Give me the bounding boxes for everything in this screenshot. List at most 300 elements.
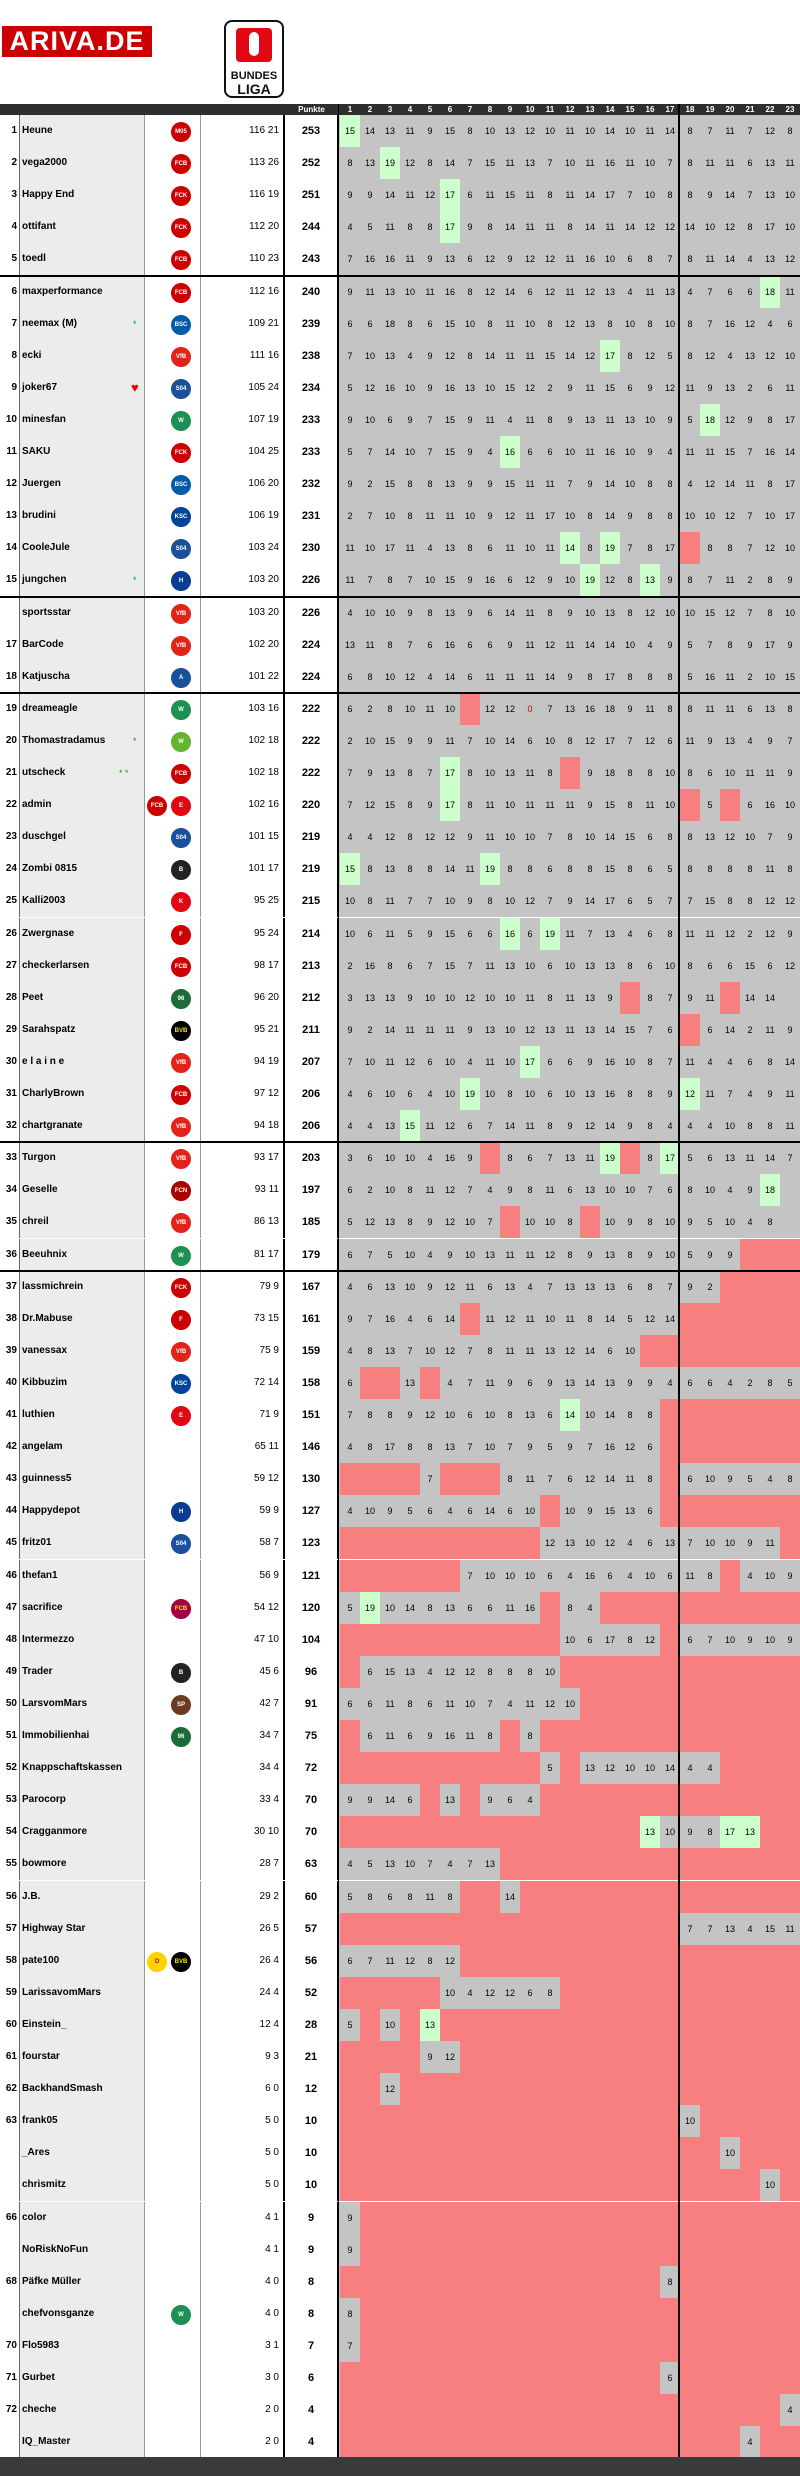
player-name[interactable]: Geselle: [20, 1174, 144, 1206]
table-row[interactable]: [0, 243, 800, 275]
player-name[interactable]: _Ares: [20, 2137, 144, 2169]
matchday-score: 17: [604, 896, 615, 907]
matchday-score: [740, 1495, 760, 1527]
matchday-score: 8: [647, 1410, 653, 1420]
matchday-score: 8: [427, 158, 433, 169]
table-row[interactable]: [0, 1110, 800, 1142]
player-name[interactable]: Cragganmore: [20, 1816, 144, 1848]
club-emblem-icon: D: [147, 1952, 167, 1972]
table-row[interactable]: [0, 1752, 800, 1784]
player-name[interactable]: ecki: [20, 340, 144, 372]
player-name[interactable]: Trader: [20, 1656, 144, 1688]
table-row[interactable]: [0, 629, 800, 661]
table-row[interactable]: [0, 2426, 800, 2458]
matchday-score: [400, 2202, 420, 2234]
table-row[interactable]: [0, 693, 800, 725]
player-name[interactable]: Päfke Müller: [20, 2266, 144, 2298]
matchday-score: 13: [384, 1345, 395, 1356]
player-name[interactable]: guinness5: [20, 1463, 144, 1495]
matchday-score: [440, 2426, 460, 2458]
matchday-score: 12: [424, 832, 435, 843]
matchday-score: 11: [725, 575, 735, 586]
matchday-score: 8: [507, 1153, 513, 1164]
player-name[interactable]: LarissavomMars: [20, 1977, 144, 2009]
table-row[interactable]: [0, 468, 800, 500]
player-name[interactable]: Katjuscha: [20, 661, 144, 693]
player-name[interactable]: Knappschaftskassen: [20, 1752, 144, 1784]
matchday-score: 6: [427, 1056, 433, 1067]
matchday-score: 8: [727, 864, 733, 875]
table-row[interactable]: [0, 1816, 800, 1848]
matchday-score: 7: [367, 511, 373, 522]
matchday-score: [440, 2169, 460, 2201]
matchday-score: [520, 2298, 540, 2330]
player-name[interactable]: lassmichrein: [20, 1271, 144, 1303]
player-name[interactable]: toedl: [20, 243, 144, 275]
player-name[interactable]: chefvonsganze: [20, 2298, 144, 2330]
matchday-score: 11: [705, 447, 715, 457]
table-row[interactable]: [0, 918, 800, 950]
table-row[interactable]: [0, 1656, 800, 1688]
matchday-number: 18: [685, 105, 695, 114]
matchday-score: 4: [747, 1217, 753, 1228]
player-name[interactable]: Kalli2003: [20, 885, 144, 917]
matchday-score: 8: [627, 1410, 633, 1420]
player-name[interactable]: Beeuhnix: [20, 1239, 144, 1271]
ariva-logo[interactable]: ARIVA.DE: [2, 26, 152, 57]
table-row[interactable]: [0, 757, 800, 789]
table-row[interactable]: [0, 532, 800, 564]
player-name[interactable]: Juergen: [20, 468, 144, 500]
rank-cell: 34: [0, 1174, 20, 1206]
table-row[interactable]: [0, 982, 800, 1014]
matchday-score: 5: [347, 447, 353, 457]
matchday-score: [680, 1014, 700, 1046]
player-name[interactable]: Kibbuzim: [20, 1367, 144, 1399]
matchday-score: [680, 2266, 700, 2298]
player-name[interactable]: vega2000: [20, 147, 144, 179]
matchday-score: 4: [747, 735, 753, 746]
table-row[interactable]: [0, 564, 800, 596]
matchday-score: 8: [487, 1345, 493, 1356]
matchday-score: 10: [584, 1538, 595, 1549]
matchday-score: 9: [347, 2244, 353, 2255]
table-row[interactable]: [0, 1078, 800, 1110]
player-name[interactable]: CharlyBrown: [20, 1078, 144, 1110]
player-name[interactable]: neemax (M): [20, 308, 144, 340]
matchday-score: 14: [604, 126, 615, 136]
player-stat: 110 23: [200, 243, 285, 275]
matchday-score: 7: [687, 896, 693, 907]
table-row[interactable]: [0, 276, 800, 308]
player-name[interactable]: maxperformance: [20, 276, 144, 308]
table-row[interactable]: [0, 1688, 800, 1720]
matchday-score: 11: [565, 928, 575, 939]
player-name[interactable]: fourstar: [20, 2041, 144, 2073]
matchday-score: 10: [684, 607, 695, 618]
matchday-score: 13: [444, 1795, 455, 1806]
table-row[interactable]: [0, 2073, 800, 2105]
matchday-score: 10: [764, 1570, 775, 1581]
matchday-score: 8: [787, 703, 793, 714]
player-name[interactable]: checkerlarsen: [20, 950, 144, 982]
table-row[interactable]: [0, 789, 800, 821]
player-name[interactable]: thefan1: [20, 1560, 144, 1592]
player-stat: 103 20: [200, 564, 285, 596]
matchday-score: 11: [465, 864, 475, 875]
player-name[interactable]: Heune: [20, 115, 144, 147]
matchday-score: [520, 1848, 540, 1880]
matchday-score: 10: [564, 158, 575, 169]
table-row[interactable]: [0, 1399, 800, 1431]
matchday-score: [520, 2041, 540, 2073]
player-name[interactable]: Sarahspatz: [20, 1014, 144, 1046]
matchday-score: 10: [664, 960, 675, 971]
player-name[interactable]: Gurbet: [20, 2362, 144, 2394]
player-name[interactable]: utscheck: [20, 757, 144, 789]
player-name[interactable]: jungchen: [20, 564, 144, 596]
table-row[interactable]: [0, 2298, 800, 2330]
matchday-score: 10: [724, 1634, 735, 1645]
table-row[interactable]: [0, 1527, 800, 1559]
matchday-number: 20: [725, 105, 735, 114]
matchday-score: 17: [384, 1442, 395, 1453]
player-name[interactable]: Peet: [20, 982, 144, 1014]
matchday-score: 8: [467, 800, 473, 811]
table-row[interactable]: [0, 885, 800, 917]
matchday-score: 10: [384, 511, 395, 522]
club-cell: [144, 340, 200, 372]
player-name[interactable]: chartgranate: [20, 1110, 144, 1142]
player-name[interactable]: Dr.Mabuse: [20, 1303, 144, 1335]
player-stat: 34 4: [200, 1752, 285, 1784]
table-row[interactable]: [0, 597, 800, 629]
table-row[interactable]: [0, 2105, 800, 2137]
matchday-score: [740, 1752, 760, 1784]
player-name[interactable]: sportsstar: [20, 597, 144, 629]
matchday-score: [420, 2202, 440, 2234]
table-row[interactable]: [0, 1720, 800, 1752]
matchday-score: 6: [527, 1153, 533, 1164]
table-row[interactable]: [0, 2169, 800, 2201]
matchday-score: [600, 1720, 620, 1752]
table-row[interactable]: [0, 1592, 800, 1624]
player-name[interactable]: Einstein_: [20, 2009, 144, 2041]
player-name[interactable]: sacrifice: [20, 1592, 144, 1624]
points-total: 127: [285, 1495, 338, 1527]
table-row[interactable]: [0, 211, 800, 243]
matchday-score: [360, 1560, 380, 1592]
table-row[interactable]: [0, 2009, 800, 2041]
matchday-cells: [338, 2073, 800, 2105]
table-row[interactable]: [0, 661, 800, 693]
rank-cell: 22: [0, 789, 20, 821]
matchday-score: 12: [584, 1121, 595, 1132]
matchday-score: 10: [364, 1056, 375, 1067]
player-name[interactable]: IQ_Master: [20, 2426, 144, 2458]
matchday-score: 16: [500, 436, 520, 468]
points-total: 91: [285, 1688, 338, 1720]
matchday-score: 14: [444, 671, 455, 682]
player-name[interactable]: BackhandSmash: [20, 2073, 144, 2105]
table-row[interactable]: [0, 1206, 800, 1238]
table-row[interactable]: [0, 1945, 800, 1977]
club-cell: [144, 1624, 200, 1656]
matchday-score: [520, 2169, 540, 2201]
rank-cell: [0, 2137, 20, 2169]
player-name[interactable]: Highway Star: [20, 1913, 144, 1945]
matchday-score: [720, 2169, 740, 2201]
matchday-score: 6: [347, 1377, 353, 1388]
table-row[interactable]: [0, 1367, 800, 1399]
matchday-score: 6: [767, 960, 773, 971]
matchday-score: 10: [644, 190, 655, 201]
matchday-score: [380, 1752, 400, 1784]
player-name[interactable]: frank05: [20, 2105, 144, 2137]
matchday-score: 8: [427, 864, 433, 875]
player-name[interactable]: NoRiskNoFun: [20, 2234, 144, 2266]
player-name[interactable]: admin: [20, 789, 144, 821]
matchday-score: [780, 1816, 800, 1848]
player-name[interactable]: SAKU: [20, 436, 144, 468]
matchday-score: 10: [764, 2180, 775, 2191]
matchday-score: 10: [644, 414, 655, 425]
player-name[interactable]: Zombi 0815: [20, 853, 144, 885]
player-name[interactable]: Happydepot: [20, 1495, 144, 1527]
matchday-score: [720, 2330, 740, 2362]
player-name[interactable]: angelam: [20, 1431, 144, 1463]
table-row[interactable]: [0, 1335, 800, 1367]
matchday-score: 11: [565, 639, 575, 650]
matchday-score: 17: [784, 479, 795, 490]
matchday-score: 9: [447, 1249, 453, 1260]
matchday-number: 5: [427, 105, 433, 114]
table-row[interactable]: [0, 2330, 800, 2362]
club-emblem-icon: VfB: [171, 1342, 191, 1362]
table-row[interactable]: [0, 1913, 800, 1945]
matchday-score: 4: [707, 1763, 713, 1774]
matchday-score: 6: [427, 1506, 433, 1517]
matchday-score: 15: [444, 414, 455, 425]
matchday-score: 15: [704, 896, 715, 907]
table-row[interactable]: [0, 725, 800, 757]
matchday-score: 7: [347, 768, 353, 778]
player-name[interactable]: LarsvomMars: [20, 1688, 144, 1720]
matchday-score: [620, 2137, 640, 2169]
player-name[interactable]: e l a i n e: [20, 1046, 144, 1078]
table-row[interactable]: [0, 2202, 800, 2234]
table-row[interactable]: [0, 1174, 800, 1206]
club-emblem-icon: K: [171, 892, 191, 912]
table-row[interactable]: [0, 436, 800, 468]
table-row[interactable]: [0, 950, 800, 982]
matchday-score: [760, 2330, 780, 2362]
table-row[interactable]: [0, 821, 800, 853]
table-row[interactable]: [0, 1142, 800, 1174]
matchday-score: [700, 2073, 720, 2105]
matchday-score: 10: [564, 1506, 575, 1517]
player-name[interactable]: chreil: [20, 1206, 144, 1238]
table-row[interactable]: [0, 1784, 800, 1816]
player-name[interactable]: Flo5983: [20, 2330, 144, 2362]
matchday-score: 7: [347, 2340, 353, 2351]
table-row[interactable]: [0, 500, 800, 532]
player-name[interactable]: duschgel: [20, 821, 144, 853]
matchday-cells: [338, 1367, 800, 1399]
table-row[interactable]: [0, 1977, 800, 2009]
table-row[interactable]: [0, 308, 800, 340]
table-row[interactable]: [0, 1848, 800, 1880]
matchday-score: [780, 1945, 800, 1977]
matchday-score: [440, 2330, 460, 2362]
matchday-score: 12: [544, 286, 555, 297]
player-name[interactable]: bowmore: [20, 1848, 144, 1880]
matchday-score: [660, 2394, 680, 2426]
matchday-score: 8: [787, 1474, 793, 1485]
player-name[interactable]: dreameagle: [20, 693, 144, 725]
player-name[interactable]: vanessax: [20, 1335, 144, 1367]
table-row[interactable]: [0, 147, 800, 179]
matchday-score: 6: [687, 1634, 693, 1645]
table-row[interactable]: [0, 1881, 800, 1913]
table-row[interactable]: [0, 340, 800, 372]
matchday-score: 6: [547, 1570, 553, 1581]
matchday-cells: [338, 1881, 800, 1913]
table-row[interactable]: [0, 1271, 800, 1303]
table-row[interactable]: [0, 1014, 800, 1046]
player-name[interactable]: ottifant: [20, 211, 144, 243]
table-row[interactable]: [0, 1046, 800, 1078]
matchday-score: 13: [604, 286, 615, 297]
matchday-score: 14: [504, 607, 515, 618]
matchday-score: 11: [525, 768, 535, 778]
matchday-score: 11: [505, 1249, 515, 1260]
matchday-score: [560, 757, 580, 789]
rank-cell: 53: [0, 1784, 20, 1816]
matchday-cells: [338, 1624, 800, 1656]
matchday-score: 6: [527, 735, 533, 746]
table-row[interactable]: [0, 2362, 800, 2394]
table-row[interactable]: [0, 1431, 800, 1463]
player-name[interactable]: cheche: [20, 2394, 144, 2426]
matchday-score: [620, 2330, 640, 2362]
matchday-score: 9: [747, 639, 753, 650]
player-name[interactable]: luthien: [20, 1399, 144, 1431]
table-row[interactable]: [0, 1560, 800, 1592]
player-name[interactable]: Intermezzo: [20, 1624, 144, 1656]
matchday-score: 9: [587, 768, 593, 778]
matchday-score: [380, 2234, 400, 2266]
matchday-score: [480, 1881, 500, 1913]
matchday-score: [420, 2426, 440, 2458]
matchday-score: [720, 2298, 740, 2330]
matchday-score: [740, 1335, 760, 1367]
table-row[interactable]: [0, 404, 800, 436]
matchday-score: 10: [644, 158, 655, 169]
matchday-score: [580, 1656, 600, 1688]
matchday-score: [600, 1913, 620, 1945]
player-name[interactable]: Happy End: [20, 179, 144, 211]
table-row[interactable]: [0, 2041, 800, 2073]
club-cell: [144, 1399, 200, 1431]
table-row[interactable]: [0, 2266, 800, 2298]
player-name[interactable]: BarCode: [20, 629, 144, 661]
player-name[interactable]: brudini: [20, 500, 144, 532]
matchday-score: [680, 532, 700, 564]
matchday-score: 7: [427, 447, 433, 457]
player-name[interactable]: color: [20, 2202, 144, 2234]
matchday-score: [780, 2362, 800, 2394]
matchday-score: 9: [487, 511, 493, 522]
matchday-score: [580, 1848, 600, 1880]
matchday-score: 5: [627, 1313, 633, 1324]
club-cell: [131, 372, 200, 404]
matchday-score: 8: [507, 1474, 513, 1485]
matchday-score: 13: [364, 158, 375, 169]
player-name[interactable]: Turgon: [20, 1142, 144, 1174]
table-row[interactable]: [0, 1624, 800, 1656]
club-emblem-icon: S04: [171, 539, 191, 559]
table-row[interactable]: [0, 372, 800, 404]
table-row[interactable]: [0, 115, 800, 147]
player-name[interactable]: pate100: [20, 1945, 144, 1977]
player-name[interactable]: chrismitz: [20, 2169, 144, 2201]
player-name[interactable]: joker67: [20, 372, 144, 404]
matchday-score: 8: [627, 671, 633, 682]
matchday-score: 4: [347, 1281, 353, 1292]
player-stat: 26 5: [200, 1913, 285, 1945]
player-name[interactable]: CooleJule: [20, 532, 144, 564]
matchday-score: 3: [347, 992, 353, 1003]
player-name[interactable]: minesfan: [20, 404, 144, 436]
matchday-score: 11: [365, 286, 375, 297]
matchday-score: [540, 1913, 560, 1945]
matchday-score: [720, 2234, 740, 2266]
table-row[interactable]: [0, 2394, 800, 2426]
matchday-score: 11: [745, 479, 755, 490]
matchday-number: 3: [387, 105, 393, 114]
matchday-score: [580, 2009, 600, 2041]
matchday-score: [740, 2394, 760, 2426]
table-row[interactable]: [0, 1495, 800, 1527]
matchday-score: 6: [607, 1570, 613, 1581]
player-name[interactable]: Zwergnase: [20, 918, 144, 950]
matchday-score: 11: [545, 543, 555, 554]
table-row[interactable]: [0, 179, 800, 211]
table-row[interactable]: [0, 1239, 800, 1271]
table-row[interactable]: [0, 2234, 800, 2266]
matchday-score: 2: [347, 511, 353, 522]
player-name[interactable]: J.B.: [20, 1881, 144, 1913]
player-name[interactable]: Thomastradamus: [20, 725, 144, 757]
matchday-score: 14: [664, 1313, 675, 1324]
matchday-score: 8: [427, 222, 433, 233]
table-row[interactable]: [0, 2137, 800, 2169]
table-row[interactable]: [0, 853, 800, 885]
player-name[interactable]: fritz01: [20, 1527, 144, 1559]
matchday-score: 10: [524, 543, 535, 554]
table-row[interactable]: [0, 1303, 800, 1335]
table-row[interactable]: [0, 1463, 800, 1495]
matchday-score: [460, 2298, 480, 2330]
player-name[interactable]: Parocorp: [20, 1784, 144, 1816]
matchday-score: [660, 1688, 680, 1720]
matchday-score: [700, 2234, 720, 2266]
matchday-score: 7: [367, 1313, 373, 1324]
matchday-score: 6: [547, 1410, 553, 1420]
player-name[interactable]: Immobilienhai: [20, 1720, 144, 1752]
matchday-score: 16: [384, 382, 395, 393]
